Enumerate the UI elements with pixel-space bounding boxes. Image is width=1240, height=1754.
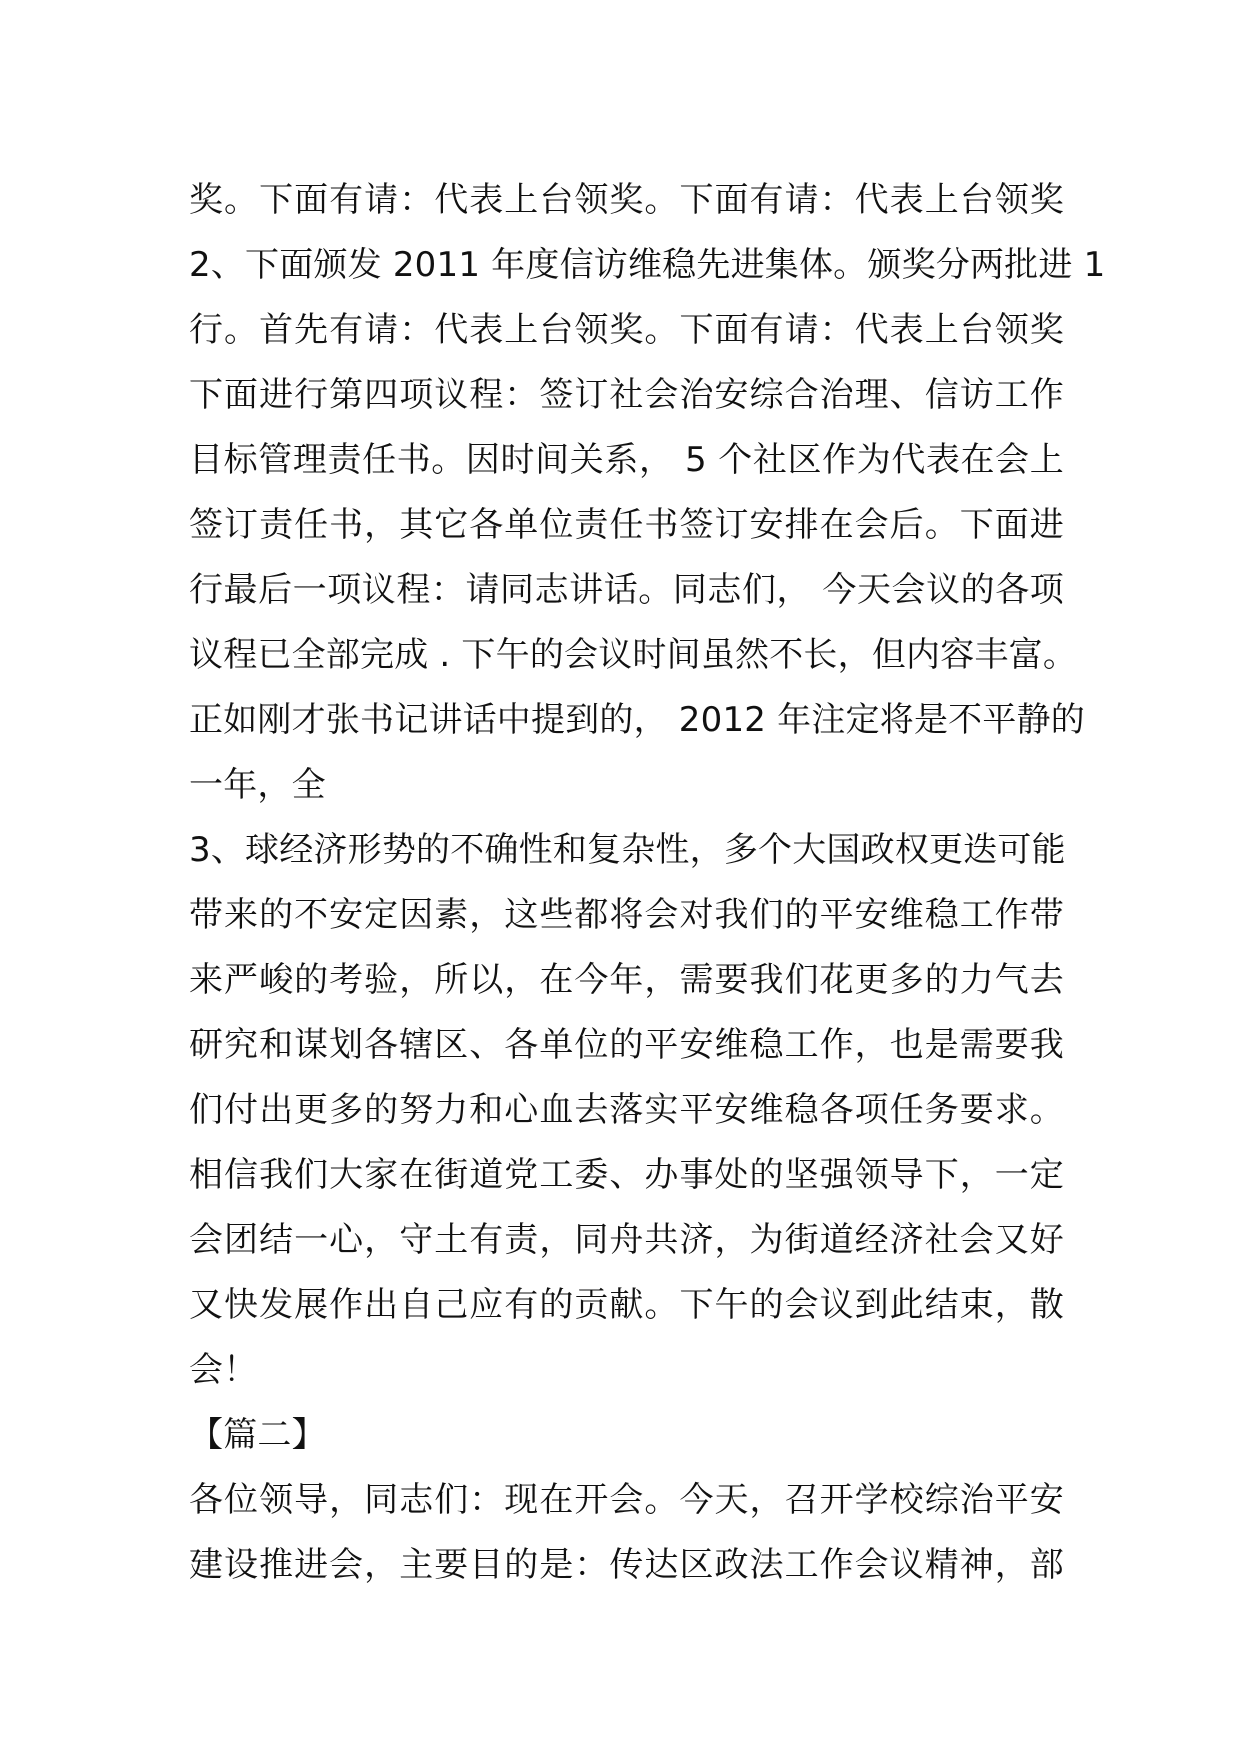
text-line: 们付出更多的努力和心血去落实平安维稳各项任务要求。	[189, 1090, 1064, 1130]
text-line: 会！	[189, 1350, 258, 1390]
text-line: 3、球经济形势的不确性和复杂性，多个大国政权更迭可能	[189, 830, 1066, 870]
text-line: 2、下面颁发 2011 年度信访维稳先进集体。颁奖分两批进 1	[189, 245, 1106, 285]
text-line: 奖。下面有请：代表上台领奖。下面有请：代表上台领奖	[189, 180, 1064, 220]
text-line: 会团结一心，守土有责，同舟共济，为街道经济社会又好	[189, 1220, 1064, 1260]
text-line: 议程已全部完成 . 下午的会议时间虽然不长，但内容丰富。	[189, 635, 1078, 675]
text-line: 各位领导，同志们：现在开会。今天，召开学校综治平安	[189, 1480, 1064, 1520]
text-line: 一年，全	[189, 765, 326, 805]
text-line: 建设推进会，主要目的是：传达区政法工作会议精神，部	[189, 1545, 1064, 1585]
text-line: 研究和谋划各辖区、各单位的平安维稳工作，也是需要我	[189, 1025, 1064, 1065]
text-line: 来严峻的考验，所以，在今年，需要我们花更多的力气去	[189, 960, 1064, 1000]
text-line: 签订责任书，其它各单位责任书签订安排在会后。下面进	[189, 505, 1064, 545]
text-line: 又快发展作出自己应有的贡献。下午的会议到此结束，散	[189, 1285, 1064, 1325]
text-line: 相信我们大家在街道党工委、办事处的坚强领导下，一定	[189, 1155, 1064, 1195]
text-line: 带来的不安定因素，这些都将会对我们的平安维稳工作带	[189, 895, 1064, 935]
section-heading: 【篇二】	[189, 1415, 326, 1455]
document-body	[189, 168, 1106, 1598]
text-line: 行。首先有请：代表上台领奖。下面有请：代表上台领奖	[189, 310, 1064, 350]
text-line: 正如刚才张书记讲话中提到的， 2012 年注定将是不平静的	[189, 700, 1085, 740]
text-line: 目标管理责任书。因时间关系， 5 个社区作为代表在会上	[189, 440, 1064, 480]
text-line: 下面进行第四项议程：签订社会治安综合治理、信访工作	[189, 375, 1064, 415]
text-line: 行最后一项议程：请同志讲话。同志们， 今天会议的各项	[189, 570, 1064, 610]
